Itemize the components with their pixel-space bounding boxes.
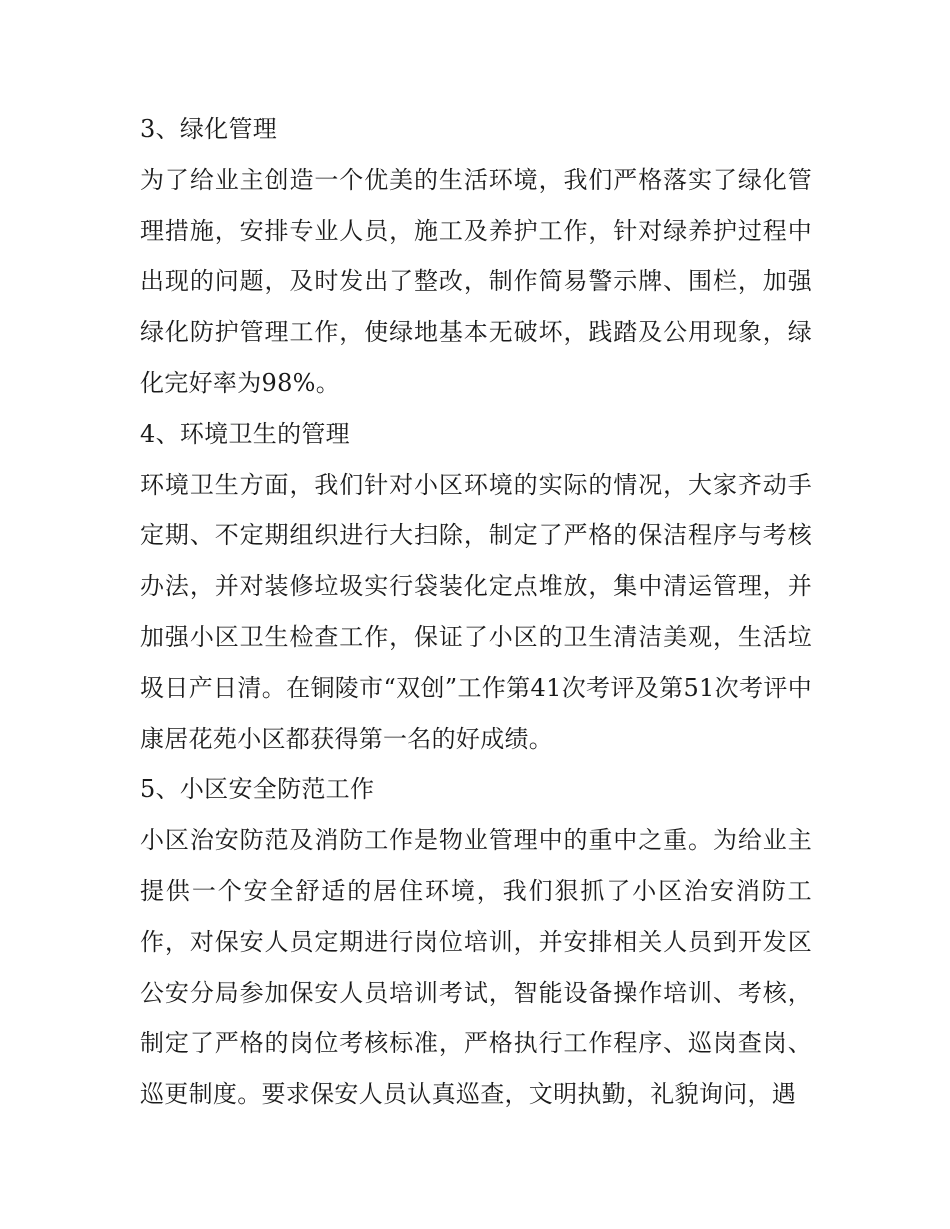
document-body (140, 104, 812, 1120)
section-body-sanitation: 环境卫生方面，我们针对小区环境的实际的情况，大家齐动手定期、不定期组织进行大扫除，制定了严格的保洁程序与考核办法，并对装修垃圾实行袋装化定点堆放，集中清运管理，并加强小区卫生检查工作，保证了小区的卫生清洁美观，生活垃圾日产日清。在铜陵市“双创”工作第41次考评及第51次考评中康居花苑小区都获得第一名的好成绩。 (140, 470, 812, 753)
section-heading-sanitation: 4、环境卫生的管理 (140, 419, 350, 448)
section-body-security: 小区治安防范及消防工作是物业管理中的重中之重。为给业主提供一个安全舒适的居住环境，我们狠抓了小区治安消防工作，对保安人员定期进行岗位培训，并安排相关人员到开发区公安分局参加保安人员培训考试，智能设备操作培训、考核，制定了严格的岗位考核标准，严格执行工作程序、巡岗查岗、巡更制度。要求保安人员认真巡查，文明执勤，礼貌询问，遇 (140, 826, 812, 1109)
section-heading-security: 5、小区安全防范工作 (140, 775, 375, 804)
section-body-greening: 为了给业主创造一个优美的生活环境，我们严格落实了绿化管理措施，安排专业人员，施工及养护工作，针对绿养护过程中出现的问题，及时发出了整改，制作简易警示牌、围栏，加强绿化防护管理工作，使绿地基本无破坏，践踏及公用现象，绿化完好率为98%。 (140, 165, 812, 397)
section-heading-greening: 3、绿化管理 (140, 115, 278, 143)
